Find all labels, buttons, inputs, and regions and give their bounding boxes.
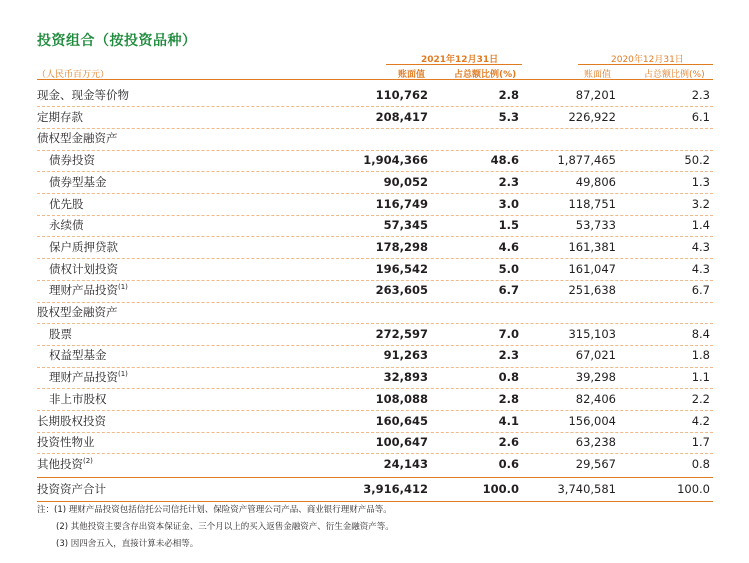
- cell-value-2020: 29,567: [575, 456, 616, 471]
- row-label: [37, 107, 83, 129]
- cell-pct-2021: 2.8: [498, 391, 519, 406]
- header-rule-2021: [386, 64, 522, 65]
- row-label-text: 债券投资: [49, 153, 95, 168]
- cell-value-2021: 91,263: [383, 348, 428, 363]
- total-row: [37, 479, 713, 501]
- table-row: [37, 215, 713, 237]
- cell-value-2020: 39,298: [575, 370, 616, 385]
- row-label-text: 其他投资: [37, 456, 83, 471]
- header-year-2021: 2021年12月31日: [421, 55, 499, 65]
- cell-value-2021: 24,143: [383, 456, 428, 471]
- cell-pct-2021: 2.3: [498, 348, 519, 363]
- cell-value-2021: 110,762: [375, 88, 428, 102]
- table-row: [37, 172, 713, 194]
- row-label: [37, 454, 93, 476]
- row-label-text: 债权计划投资: [49, 261, 118, 276]
- cell-pct-2020: 4.3: [691, 261, 710, 276]
- cell-pct-2021: 7.0: [498, 326, 519, 341]
- row-label: [49, 259, 118, 281]
- row-label-text: 理财产品投资: [49, 370, 118, 385]
- cell-pct-2020: 2.3: [691, 88, 710, 102]
- cell-pct-2020: 8.4: [691, 326, 710, 341]
- cell-value-2021: 108,088: [375, 391, 428, 406]
- cell-value-2021: 100,647: [375, 435, 428, 450]
- cell-value-2021: 178,298: [375, 239, 428, 254]
- cell-value-2021: 32,893: [383, 370, 428, 385]
- row-label-text: 股权型金融资产: [37, 305, 118, 319]
- header-rule-2020: [578, 64, 713, 65]
- table-row: [37, 128, 713, 150]
- table-row: [37, 150, 713, 172]
- table-row: [37, 107, 713, 129]
- cell-pct-2020: 0.8: [691, 456, 710, 471]
- header-book-value-2020: 账面值: [584, 70, 612, 80]
- cell-pct-2020: 6.7: [691, 283, 710, 298]
- cell-pct-2021: 1.5: [498, 218, 519, 233]
- row-label: [49, 280, 128, 302]
- footnote-marker: (1): [118, 283, 128, 292]
- cell-pct-2021: 5.0: [498, 261, 519, 276]
- table-row: [37, 85, 713, 107]
- cell-value-2021: 90,052: [383, 174, 428, 189]
- row-label-text: 非上市股权: [49, 391, 107, 406]
- table-row: [37, 389, 713, 411]
- cell-pct-2021: 6.7: [498, 283, 519, 298]
- row-label-text: 优先股: [49, 196, 84, 211]
- cell-value-2020: 63,238: [575, 435, 616, 450]
- cell-pct-2021: 3.0: [498, 196, 519, 211]
- row-label: [37, 85, 129, 107]
- cell-value-2021: 208,417: [375, 109, 428, 124]
- cell-value-2021: 160,645: [375, 413, 428, 428]
- cell-pct-2021: 0.8: [498, 370, 519, 385]
- cell-pct-2020: 1.4: [691, 218, 710, 233]
- cell-value-2020: 118,751: [568, 196, 616, 211]
- table-row: [37, 367, 713, 389]
- table-row: [37, 411, 713, 433]
- cell-pct-2020: 6.1: [691, 109, 710, 124]
- cell-pct-2021: 2.6: [498, 435, 519, 450]
- cell-value-2020: 87,201: [575, 88, 616, 102]
- cell-pct-2020: 1.8: [691, 348, 710, 363]
- row-label-text: 债权型金融资产: [37, 131, 118, 146]
- cell-value-2020: 161,047: [568, 261, 616, 276]
- cell-pct-2020: 4.2: [691, 413, 710, 428]
- row-label-text: 股票: [49, 326, 72, 341]
- footnote-2: (2) 其他投资主要含存出资本保证金、三个月以上的买入返售金融资产、衍生金融资产等。: [56, 522, 394, 532]
- page-title: 投资组合（按投资品种）: [37, 33, 197, 49]
- header-share-2021: 占总额比例(%): [454, 70, 517, 80]
- header-year-2020: 2020年12月31日: [611, 55, 684, 65]
- cell-pct-2021: 4.6: [498, 239, 519, 254]
- row-label: [37, 302, 118, 324]
- row-label-text: 永续债: [49, 218, 84, 233]
- row-label: [49, 345, 107, 367]
- row-label-text: 定期存款: [37, 109, 83, 124]
- cell-value-2020: 49,806: [575, 174, 616, 189]
- row-label-text: 保户质押贷款: [49, 239, 118, 254]
- table-row: [37, 280, 713, 302]
- row-label: [37, 432, 95, 454]
- row-label: [49, 172, 107, 194]
- unit-label: （人民币百万元）: [37, 70, 110, 80]
- cell-pct-2021: 2.3: [498, 174, 519, 189]
- cell-value-2020: 161,381: [568, 239, 616, 254]
- cell-pct-2021: 2.8: [498, 88, 519, 102]
- header-share-2020: 占总额比例(%): [644, 70, 705, 80]
- cell-value-2021: 272,597: [375, 326, 428, 341]
- row-label: [49, 237, 118, 259]
- table-row: [37, 302, 713, 324]
- cell-value-2021: 263,605: [375, 283, 428, 298]
- row-label: [49, 150, 95, 172]
- footnote-3: (3) 因四舍五入，直接计算未必相等。: [56, 539, 199, 549]
- table-row: [37, 324, 713, 346]
- total-top-rule: [37, 477, 713, 478]
- table-row: [37, 432, 713, 454]
- cell-pct-2021: 4.1: [498, 413, 519, 428]
- cell-value-2020: 53,733: [575, 218, 616, 233]
- cell-value-2020: 82,406: [575, 391, 616, 406]
- cell-pct-2021: 5.3: [498, 109, 519, 124]
- cell-value-2021: 57,345: [383, 218, 428, 233]
- total-label: 投资资产合计: [37, 482, 106, 496]
- row-label-text: 长期股权投资: [37, 413, 106, 428]
- table-row: [37, 237, 713, 259]
- row-label-text: 投资性物业: [37, 435, 95, 450]
- table-row: [37, 345, 713, 367]
- cell-pct-2021: 0.6: [498, 456, 519, 471]
- cell-value-2021: 116,749: [375, 196, 428, 211]
- total-value-2021: 3,916,412: [363, 482, 428, 496]
- row-label: [49, 324, 72, 346]
- row-label-text: 债券型基金: [49, 174, 107, 189]
- row-label-text: 现金、现金等价物: [37, 88, 129, 102]
- cell-value-2020: 1,877,465: [557, 153, 616, 168]
- cell-value-2020: 251,638: [568, 283, 616, 298]
- cell-pct-2020: 50.2: [684, 153, 710, 168]
- header-bottom-rule: [37, 79, 713, 80]
- total-value-2020: 3,740,581: [557, 482, 616, 496]
- total-pct-2020: 100.0: [677, 482, 710, 496]
- row-label-text: 权益型基金: [49, 348, 107, 363]
- cell-pct-2020: 1.1: [691, 370, 710, 385]
- row-label: [37, 128, 118, 150]
- table-row: [37, 259, 713, 281]
- total-bottom-rule: [37, 501, 713, 502]
- footnote-1: 注：(1) 理财产品投资包括信托公司信托计划、保险资产管理公司产品、商业银行理财产品等。: [37, 505, 392, 515]
- cell-pct-2020: 3.2: [691, 196, 710, 211]
- row-label: [49, 367, 128, 389]
- cell-pct-2020: 1.3: [691, 174, 710, 189]
- cell-pct-2020: 4.3: [691, 239, 710, 254]
- cell-pct-2021: 48.6: [490, 153, 519, 168]
- row-label: [49, 194, 84, 216]
- cell-value-2020: 67,021: [575, 348, 616, 363]
- row-label: [49, 389, 107, 411]
- cell-pct-2020: 1.7: [691, 435, 710, 450]
- row-label-text: 理财产品投资: [49, 283, 118, 298]
- table-row: [37, 194, 713, 216]
- table-row: [37, 454, 713, 476]
- cell-value-2021: 1,904,366: [363, 153, 428, 168]
- row-label: [49, 215, 84, 237]
- footnote-marker: (2): [83, 456, 93, 465]
- total-pct-2021: 100.0: [482, 482, 519, 496]
- cell-value-2020: 156,004: [568, 413, 616, 428]
- row-label: [37, 411, 106, 433]
- footnote-marker: (1): [118, 370, 128, 379]
- header-book-value-2021: 账面值: [398, 70, 426, 80]
- cell-value-2021: 196,542: [375, 261, 428, 276]
- cell-value-2020: 315,103: [568, 326, 616, 341]
- cell-pct-2020: 2.2: [691, 391, 710, 406]
- cell-value-2020: 226,922: [568, 109, 616, 124]
